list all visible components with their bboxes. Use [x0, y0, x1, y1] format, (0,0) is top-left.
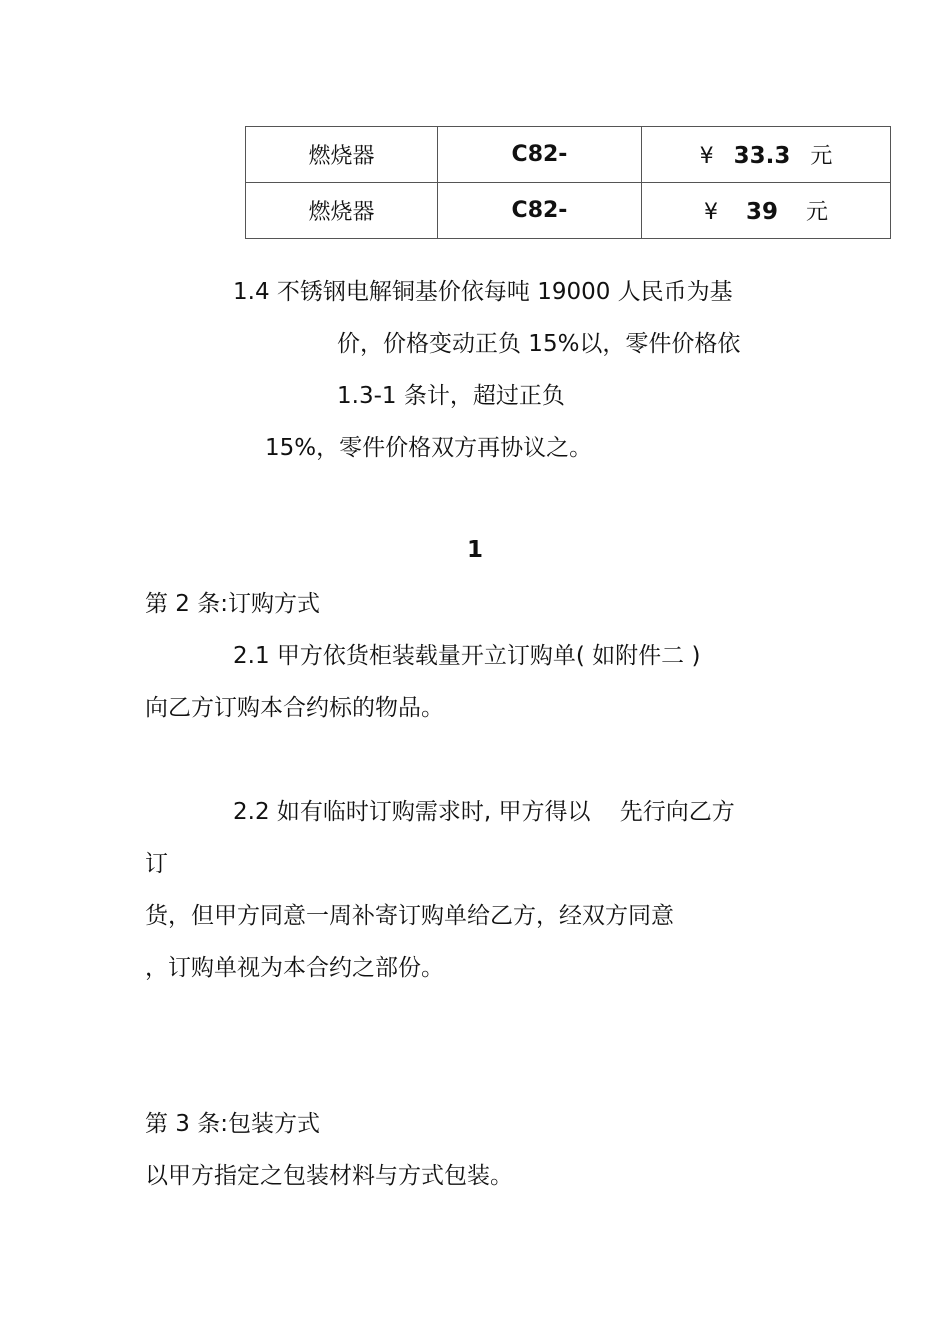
- item-name-cell: 燃烧器: [246, 127, 438, 183]
- clause-2-2-line-1: 2.2 如有临时订购需求时, 甲方得以 先行向乙方: [233, 799, 735, 825]
- item-price-cell: [642, 127, 891, 183]
- page-number: 1: [466, 537, 483, 563]
- table-row: [246, 183, 891, 239]
- item-code-cell: C82-: [438, 183, 642, 239]
- table-row: [246, 127, 891, 183]
- currency-symbol: ¥: [703, 200, 718, 225]
- price-unit: 元: [806, 200, 829, 225]
- article-3-body: 以甲方指定之包装材料与方式包装。: [145, 1163, 513, 1189]
- item-name-cell: 燃烧器: [246, 183, 438, 239]
- clause-2-2-line-2: 订: [145, 851, 168, 877]
- price-table: [245, 126, 891, 239]
- price-value: 39: [745, 199, 778, 225]
- currency-symbol: ¥: [699, 144, 714, 169]
- clause-1-4-line-4: 15%，零件价格双方再协议之。: [265, 435, 593, 461]
- price-unit: 元: [810, 144, 833, 169]
- article-3-heading: 第 3 条:包装方式: [145, 1111, 321, 1137]
- item-price-cell: [642, 183, 891, 239]
- item-code-cell: C82-: [438, 127, 642, 183]
- clause-2-2-line-4: ，订购单视为本合约之部份。: [145, 955, 444, 981]
- clause-1-4-line-3: 1.3-1 条计，超过正负: [337, 383, 565, 409]
- clause-2-1-line-2: 向乙方订购本合约标的物品。: [145, 695, 444, 721]
- clause-2-2-line-3: 货，但甲方同意一周补寄订购单给乙方，经双方同意: [145, 903, 674, 929]
- clause-1-4-line-2: 价，价格变动正负 15%以，零件价格依: [337, 331, 741, 357]
- clause-2-1-line-1: 2.1 甲方依货柜装载量开立订购单( 如附件二 ): [233, 643, 701, 669]
- clause-1-4-line-1: 1.4 不锈钢电解铜基价依每吨 19000 人民币为基: [233, 279, 733, 305]
- price-value: 33.3: [733, 143, 791, 169]
- article-2-heading: 第 2 条:订购方式: [145, 591, 321, 617]
